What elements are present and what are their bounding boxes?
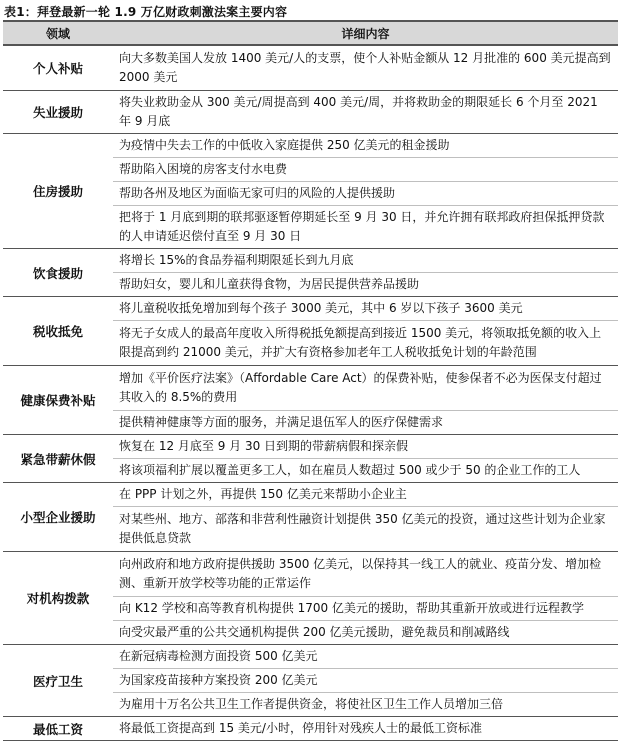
table-row [3,134,618,158]
detail-cell: 为国家疫苗接种方案投资 200 亿美元 [113,669,618,693]
detail-cell: 对某些州、地方、部落和非营利性融资计划提供 350 亿美元的投资，通过这些计划为企业家提供低息贷款 [113,507,618,552]
detail-cell: 在 PPP 计划之外，再提供 150 亿美元来帮助小企业主 [113,483,618,507]
detail-cell: 将该项福利扩展以覆盖更多工人，如在雇员人数超过 500 或少于 50 的企业工作的工人 [113,459,618,483]
detail-cell: 帮助各州及地区为面临无家可归的风险的人提供援助 [113,182,618,206]
table-row [3,45,618,91]
table-row [3,91,618,134]
category-cell: 个人补贴 [3,45,113,91]
detail-cell: 帮助陷入困境的房客支付水电费 [113,158,618,182]
table-row [3,435,618,459]
table-row [3,297,618,321]
category-cell: 住房援助 [3,134,113,249]
detail-cell: 将最低工资提高到 15 美元/小时，停用针对残疾人士的最低工资标准 [113,717,618,741]
detail-cell: 向州政府和地方政府提供援助 3500 亿美元，以保持其一线工人的就业、疫苗分发、增加检测、重新开放学校等功能的正常运作 [113,552,618,597]
table-row [3,366,618,411]
detail-cell: 向大多数美国人发放 1400 美元/人的支票，使个人补贴金额从 12 月批准的 600 美元提高到 2000 美元 [113,45,618,91]
table-header-row [3,21,618,45]
detail-cell: 向 K12 学校和高等教育机构提供 1700 亿美元的援助，帮助其重新开放或进行远程教学 [113,597,618,621]
detail-cell: 将失业救助金从 300 美元/周提高到 400 美元/周，并将救助金的期限延长 6 个月至 2021 年 9 月底 [113,91,618,134]
detail-cell: 将无子女成人的最高年度收入所得税抵免额提高到接近 1500 美元，将领取抵免额的收入上限提高到约 21000 美元，并扩大有资格参加老年工人税收抵免计划的年龄范围 [113,321,618,366]
category-cell: 对机构拨款 [3,552,113,645]
detail-cell: 为雇用十万名公共卫生工作者提供资金，将使社区卫生工作人员增加三倍 [113,693,618,717]
category-cell: 失业援助 [3,91,113,134]
table-caption: 表1：拜登最新一轮 1.9 万亿财政刺激法案主要内容 [4,5,288,19]
detail-cell: 为疫情中失去工作的中低收入家庭提供 250 亿美元的租金援助 [113,134,618,158]
header-category: 领域 [3,21,113,45]
category-cell: 小型企业援助 [3,483,113,552]
category-cell: 税收抵免 [3,297,113,366]
table-row [3,717,618,741]
table-row [3,552,618,597]
detail-cell: 恢复在 12 月底至 9 月 30 日到期的带薪病假和探亲假 [113,435,618,459]
header-detail: 详细内容 [113,21,618,45]
category-cell: 健康保费补贴 [3,366,113,435]
table-row [3,249,618,273]
category-cell: 最低工资 [3,717,113,741]
detail-cell: 在新冠病毒检测方面投资 500 亿美元 [113,645,618,669]
detail-cell: 将增长 15%的食品券福利期限延长到九月底 [113,249,618,273]
detail-cell: 将儿童税收抵免增加到每个孩子 3000 美元，其中 6 岁以下孩子 3600 美元 [113,297,618,321]
detail-cell: 提供精神健康等方面的服务，并满足退伍军人的医疗保健需求 [113,411,618,435]
category-cell: 医疗卫生 [3,645,113,717]
table-row [3,483,618,507]
stimulus-table [3,20,618,741]
detail-cell: 向受灾最严重的公共交通机构提供 200 亿美元援助，避免裁员和削减路线 [113,621,618,645]
detail-cell: 把将于 1 月底到期的联邦驱逐暂停期延长至 9 月 30 日，并允许拥有联邦政府担保抵押贷款的人申请延迟偿付直至 9 月 30 日 [113,206,618,249]
table-body [3,45,618,741]
detail-cell: 帮助妇女，婴儿和儿童获得食物，为居民提供营养品援助 [113,273,618,297]
category-cell: 饮食援助 [3,249,113,297]
detail-cell: 增加《平价医疗法案》（Affordable Care Act）的保费补贴，使参保者不必为医保支付超过其收入的 8.5%的费用 [113,366,618,411]
table-row [3,645,618,669]
category-cell: 紧急带薪休假 [3,435,113,483]
